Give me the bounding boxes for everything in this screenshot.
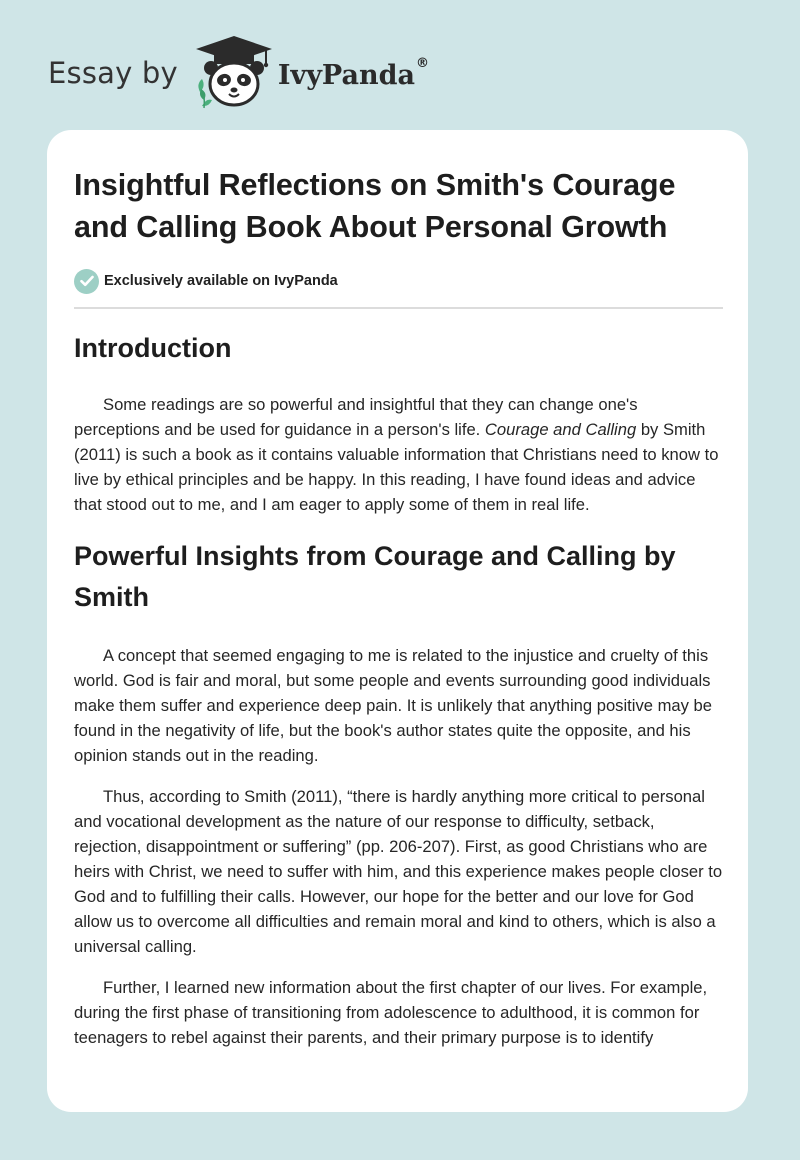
essay-content: [74, 164, 724, 1050]
paragraph: Thus, according to Smith (2011), “there is hardly anything more critical to personal and vocational development as the nature of our response to difficulty, setback, rejection, disappointment or suffering” (pp. 206-207). First, as good Christians who are heirs with Christ, we need to suffer with him, and this experience makes people closer to God and to fulfilling their calls. However, our hope for the better and our love for God allow us to overcome all difficulties and remain moral and kind to others, which is also a universal calling.: [74, 787, 723, 956]
essay-card: [47, 130, 748, 1112]
paragraph: [74, 392, 724, 517]
section-heading-insights: Powerful Insights from Courage and Calling by Smith: [74, 541, 676, 612]
panda-graduate-icon[interactable]: [192, 34, 276, 110]
title-divider: [74, 307, 723, 309]
exclusive-label: Exclusively available on IvyPanda: [104, 273, 338, 289]
check-circle-icon: [74, 269, 99, 294]
brand-text: IvyPanda: [277, 59, 415, 91]
section-heading-introduction: Introduction: [74, 333, 232, 363]
essay-title: Insightful Reflections on Smith's Courage and Calling Book About Personal Growth: [74, 168, 676, 244]
brand-name[interactable]: [277, 55, 429, 91]
paragraph: Further, I learned new information about the first chapter of our lives. For example, during the first phase of transitioning from adolescence to adulthood, it is common for teenagers to rebel against their parents, and their primary purpose is to identify: [74, 978, 708, 1047]
paragraph: A concept that seemed engaging to me is related to the injustice and cruelty of this world. God is fair and moral, but some people and events surrounding good individuals make them suffer and experience deep pain. It is unlikely that anything positive may be found in the negativity of life, but the book's author states quite the opposite, and his opinion stands out in the reading.: [74, 646, 713, 765]
essay-by-label: Essay by: [48, 56, 178, 90]
paragraph-text: by Smith (2011) is such a book as it contains valuable information that Christians need to know to live by ethical principles and be happy. In this reading, I have found ideas and advice that stood out to me, and I am eager to apply some of them in real life.: [74, 420, 719, 514]
book-title-italic: Courage and Calling: [484, 420, 637, 439]
exclusive-badge-row: [74, 268, 724, 294]
registered-mark: ®: [415, 55, 429, 71]
paragraph-text: Some readings are so powerful and insightful that they can change one's perceptions and be used for guidance in a person's life.: [74, 395, 638, 439]
site-header: [48, 34, 429, 110]
